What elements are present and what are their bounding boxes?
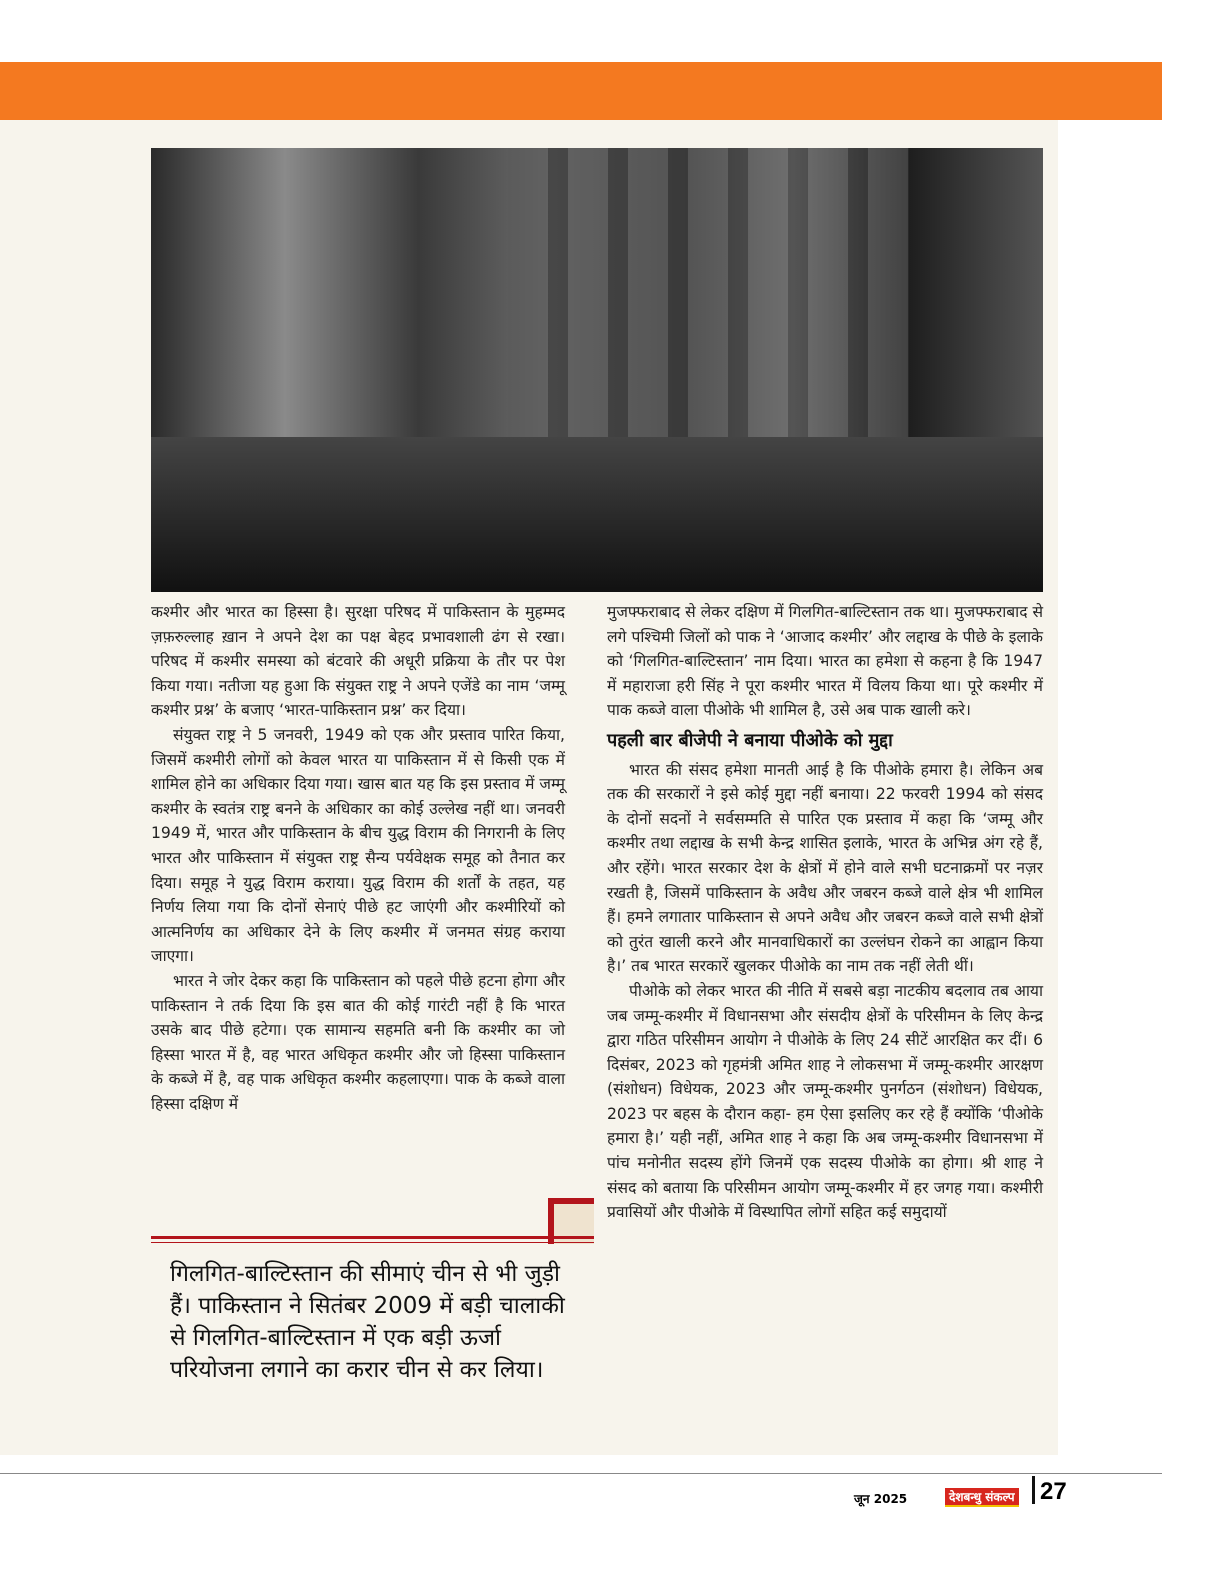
historical-photo bbox=[151, 148, 1043, 592]
footer-rule bbox=[0, 1473, 1162, 1474]
header-band bbox=[0, 62, 1162, 120]
right-column bbox=[607, 600, 1043, 1225]
section-heading: पहली बार बीजेपी ने बनाया पीओके को मुद्दा bbox=[607, 729, 893, 751]
paragraph: कश्मीर और भारत का हिस्सा है। सुरक्षा परिषद में पाकिस्तान के मुहम्मद ज़फ़रुल्लाह ख़ान ने अपने देश का पक्ष बेहद प्रभावशाली ढंग से रखा। परिषद में कश्मीर समस्या को बंटवारे की अधूरी प्रक्रिया के तौर पर पेश किया गया। नतीजा यह हुआ कि संयुक्त राष्ट्र ने अपने एजेंडे का नाम ‘जम्मू कश्मीर प्रश्न’ के बजाए ‘भारत-पाकिस्तान प्रश्न’ कर दिया। bbox=[151, 603, 565, 720]
paragraph: संयुक्त राष्ट्र ने 5 जनवरी, 1949 को एक और प्रस्ताव पारित किया, जिसमें कश्मीरी लोगों को केवल भारत या पाकिस्तान में से किसी एक में शामिल होने का अधिकार दिया गया। खास बात यह कि इस प्रस्ताव में जम्मू कश्मीर के स्वतंत्र राष्ट्र बनने के अधिकार का कोई उल्लेख नहीं था। जनवरी 1949 में, भारत और पाकिस्तान के बीच युद्ध विराम की निगरानी के लिए भारत और पाकिस्तान में संयुक्त राष्ट्र सैन्य पर्यवेक्षक समूह को तैनात कर दिया। समूह ने युद्ध विराम कराया। युद्ध विराम की शर्तों के तहत, यह निर्णय लिया गया कि दोनों सेनाएं पीछे हट जाएंगी और कश्मीरियों को आत्मनिर्णय का अधिकार देने के लिए कश्मीर में जनमत संग्रह कराया जाएगा। bbox=[151, 725, 565, 966]
page-number: 27 bbox=[1040, 1478, 1067, 1505]
pull-quote: गिलगित-बाल्टिस्तान की सीमाएं चीन से भी जुड़ी हैं। पाकिस्तान ने सितंबर 2009 में बड़ी चालाकी से गिलगित-बाल्टिस्तान में एक बड़ी ऊर्जा परियोजना लगाने का करार चीन से कर लिया। bbox=[170, 1261, 565, 1383]
issue-date: जून 2025 bbox=[854, 1492, 908, 1506]
paragraph: मुजफ्फराबाद से लेकर दक्षिण में गिलगित-बाल्टिस्तान तक था। मुजफ्फराबाद से लगे पश्चिमी जिलों को पाक ने ‘आजाद कश्मीर’ और लद्दाख के पीछे के इलाके को ‘गिलगित-बाल्टिस्तान’ नाम दिया। भारत का हमेशा से कहना है कि 1947 में महाराजा हरी सिंह ने पूरा कश्मीर भारत में विलय किया था। पूरे कश्मीर में पाक कब्जे वाला पीओके भी शामिल है, उसे अब पाक खाली करे। bbox=[607, 603, 1043, 720]
paragraph: पीओके को लेकर भारत की नीति में सबसे बड़ा नाटकीय बदलाव तब आया जब जम्मू-कश्मीर में विधानसभा और संसदीय क्षेत्रों के परिसीमन के लिए केन्द्र द्वारा गठित परिसीमन आयोग ने पीओके के लिए 24 सीटें आरक्षित कर दीं। 6 दिसंबर, 2023 को गृहमंत्री अमित शाह ने लोकसभा में जम्मू-कश्मीर आरक्षण (संशोधन) विधेयक, 2023 और जम्मू-कश्मीर पुनर्गठन (संशोधन) विधेयक, 2023 पर बहस के दौरान कहा- हम ऐसा इसलिए कर रहे हैं क्योंकि ‘पीओके हमारा है।’ यही नहीं, अमित शाह ने कहा कि अब जम्मू-कश्मीर विधानसभा में पांच मनोनीत सदस्य होंगे जिनमें एक सदस्य पीओके का होगा। श्री शाह ने संसद को बताया कि परिसीमन आयोग जम्मू-कश्मीर में हर जगह गया। कश्मीरी प्रवासियों और पीओके में विस्थापित लोगों सहित कई समुदायों bbox=[607, 981, 1043, 1222]
divider bbox=[151, 1236, 594, 1243]
left-column bbox=[151, 600, 565, 1116]
magazine-logo: देशबन्धु संकल्प bbox=[945, 1488, 1019, 1507]
footer-separator bbox=[1032, 1476, 1035, 1504]
paragraph: भारत की संसद हमेशा मानती आई है कि पीओके हमारा है। लेकिन अब तक की सरकारों ने इसे कोई मुद्दा नहीं बनाया। 22 फरवरी 1994 को संसद के दोनों सदनों ने सर्वसम्मति से पारित एक प्रस्ताव में कहा कि ‘जम्मू और कश्मीर तथा लद्दाख के सभी केन्द्र शासित इलाके, भारत के अभिन्न अंग रहे हैं, और रहेंगे। भारत सरकार देश के क्षेत्रों में होने वाले सभी घटनाक्रमों पर नज़र रखती है, जिसमें पाकिस्तान के अवैध और जबरन कब्जे वाले क्षेत्र भी शामिल हैं। हमने लगातार पाकिस्तान से अपने अवैध और जबरन कब्जे वाले सभी क्षेत्रों को तुरंत खाली करने और मानवाधिकारों का उल्लंघन रोकने का आह्वान किया है।’ तब भारत सरकारें खुलकर पीओके का नाम तक नहीं लेती थीं। bbox=[607, 760, 1043, 976]
paragraph: भारत ने जोर देकर कहा कि पाकिस्तान को पहले पीछे हटना होगा और पाकिस्तान ने तर्क दिया कि इस बात की कोई गारंटी नहीं है कि भारत उसके बाद पीछे हटेगा। एक सामान्य सहमति बनी कि कश्मीर का जो हिस्सा भारत में है, वह भारत अधिकृत कश्मीर और जो हिस्सा पाकिस्तान के कब्जे में है, वह पाक अधिकृत कश्मीर कहलाएगा। पाक के कब्जे वाला हिस्सा दक्षिण में bbox=[151, 971, 565, 1113]
